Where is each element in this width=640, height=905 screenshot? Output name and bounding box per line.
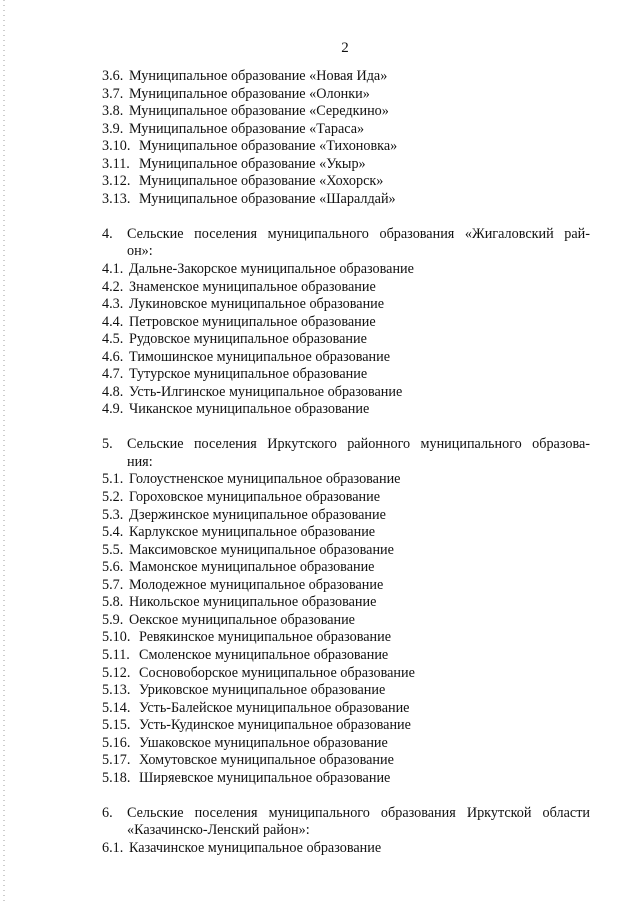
item-text: Муниципальное образование «Середкино» (129, 103, 389, 120)
list-item (102, 384, 590, 402)
item-number: 5.14. (102, 699, 131, 716)
section-heading-line-2: «Казачинско-Ленский район»: (127, 822, 310, 839)
item-text: Рудовское муниципальное образование (129, 331, 367, 348)
item-text: Муниципальное образование «Новая Ида» (129, 68, 388, 84)
item-number: 3.12. (102, 173, 131, 190)
section-heading (102, 226, 590, 244)
item-text: Смоленское муниципальное образование (139, 646, 389, 663)
section-number: 5. (102, 436, 113, 453)
item-text: Усть-Кудинское муниципальное образование (139, 717, 411, 734)
item-number: 5.5. (102, 541, 124, 558)
section-4 (102, 226, 590, 419)
item-number: 4.1. (102, 260, 124, 277)
list-item (102, 471, 590, 489)
item-text: Муниципальное образование «Укыр» (139, 155, 366, 172)
item-number: 5.18. (102, 769, 131, 786)
list-item (102, 173, 590, 191)
list-item (102, 296, 590, 314)
item-number: 3.13. (102, 190, 131, 207)
list-item (102, 156, 590, 174)
item-text: Муниципальное образование «Шаралдай» (139, 190, 396, 207)
item-number: 5.4. (102, 524, 124, 541)
list-item (102, 314, 590, 332)
item-number: 5.1. (102, 471, 124, 488)
list-item (102, 331, 590, 349)
section-heading-line-1: Сельские поселения муниципального образования «Жигаловский рай- (127, 225, 590, 242)
list-item (102, 366, 590, 384)
section-5 (102, 436, 590, 787)
list-item (102, 647, 590, 665)
item-number: 5.13. (102, 682, 131, 699)
item-text: Оекское муниципальное образование (129, 611, 355, 628)
list-item (102, 594, 590, 612)
item-number: 4.6. (102, 348, 124, 365)
item-text: Муниципальное образование «Олонки» (129, 85, 370, 102)
item-number: 3.11. (102, 155, 130, 172)
page-number: 2 (341, 40, 349, 56)
list-item (102, 489, 590, 507)
list-item (102, 612, 590, 630)
item-number: 5.16. (102, 734, 131, 751)
list-item (102, 507, 590, 525)
item-number: 4.4. (102, 313, 124, 330)
list-item (102, 752, 590, 770)
item-text: Ширяевское муниципальное образование (139, 769, 391, 786)
item-text: Голоустненское муниципальное образование (129, 471, 401, 488)
item-text: Уриковское муниципальное образование (139, 682, 386, 699)
list-item (102, 279, 590, 297)
item-text: Максимовское муниципальное образование (129, 541, 394, 558)
item-number: 4.8. (102, 383, 124, 400)
section-heading (102, 805, 590, 823)
list-item (102, 840, 590, 858)
item-text: Муниципальное образование «Тараса» (129, 120, 365, 137)
item-text: Казачинское муниципальное образование (129, 839, 382, 856)
item-number: 5.10. (102, 629, 131, 646)
item-number: 4.9. (102, 401, 124, 418)
list-item (102, 524, 590, 542)
item-number: 3.6. (102, 68, 124, 84)
item-text: Тимошинское муниципальное образование (129, 348, 390, 365)
item-number: 5.6. (102, 559, 124, 576)
list-item (102, 717, 590, 735)
list-item (102, 191, 590, 209)
item-text: Петровское муниципальное образование (129, 313, 376, 330)
item-text: Знаменское муниципальное образование (129, 278, 376, 295)
section-heading-line-2: он»: (127, 243, 153, 260)
item-text: Сосновоборское муниципальное образование (139, 664, 415, 681)
item-text: Мамонское муниципальное образование (129, 559, 375, 576)
item-text: Молодежное муниципальное образование (129, 576, 384, 593)
list-item (102, 121, 590, 139)
list-item (102, 629, 590, 647)
list-item (102, 542, 590, 560)
item-text: Муниципальное образование «Тихоновка» (139, 138, 398, 155)
item-number: 3.10. (102, 138, 131, 155)
item-text: Усть-Балейское муниципальное образование (139, 699, 410, 716)
item-number: 5.17. (102, 752, 131, 769)
list-item (102, 103, 590, 121)
item-number: 3.7. (102, 85, 124, 102)
item-number: 4.5. (102, 331, 124, 348)
item-text: Гороховское муниципальное образование (129, 489, 381, 506)
item-number: 5.2. (102, 489, 124, 506)
item-text: Ушаковское муниципальное образование (139, 734, 388, 751)
item-number: 4.3. (102, 296, 124, 313)
section-heading-line-1: Сельские поселения муниципального образования Иркутской области (127, 804, 590, 821)
list-item (102, 559, 590, 577)
item-number: 5.12. (102, 664, 131, 681)
item-number: 4.7. (102, 366, 124, 383)
list-item (102, 138, 590, 156)
section-heading-line-2: ния: (127, 453, 153, 470)
item-text: Никольское муниципальное образование (129, 594, 377, 611)
list-item (102, 261, 590, 279)
item-number: 5.15. (102, 717, 131, 734)
section-heading-line-1: Сельские поселения Иркутского районного муниципального образова- (127, 436, 590, 453)
item-number: 5.3. (102, 506, 124, 523)
list-item (102, 770, 590, 788)
item-text: Дальне-Закорское муниципальное образование (129, 260, 414, 277)
section-number: 4. (102, 225, 113, 242)
list-item (102, 68, 590, 86)
item-text: Ревякинское муниципальное образование (139, 629, 392, 646)
list-item (102, 665, 590, 683)
scan-edge-artifact (3, 0, 5, 905)
item-text: Усть-Илгинское муниципальное образование (129, 383, 403, 400)
item-number: 4.2. (102, 278, 124, 295)
list-item (102, 349, 590, 367)
section-6 (102, 805, 590, 858)
item-text: Чиканское муниципальное образование (129, 401, 370, 418)
item-number: 6.1. (102, 839, 124, 856)
item-text: Хомутовское муниципальное образование (139, 752, 394, 769)
item-number: 5.9. (102, 611, 124, 628)
item-number: 3.9. (102, 120, 124, 137)
item-text: Лукиновское муниципальное образование (129, 296, 385, 313)
section-3-list (102, 68, 590, 208)
list-item (102, 735, 590, 753)
item-number: 5.8. (102, 594, 124, 611)
document-body (102, 68, 590, 857)
item-number: 3.8. (102, 103, 124, 120)
list-item (102, 401, 590, 419)
list-item (102, 577, 590, 595)
item-text: Дзержинское муниципальное образование (129, 506, 386, 523)
list-item (102, 700, 590, 718)
item-text: Тутурское муниципальное образование (129, 366, 368, 383)
list-item (102, 86, 590, 104)
item-number: 5.7. (102, 576, 124, 593)
item-number: 5.11. (102, 646, 130, 663)
list-item (102, 682, 590, 700)
item-text: Карлукское муниципальное образование (129, 524, 376, 541)
section-heading (102, 436, 590, 454)
item-text: Муниципальное образование «Хохорск» (139, 173, 384, 190)
section-number: 6. (102, 804, 113, 821)
